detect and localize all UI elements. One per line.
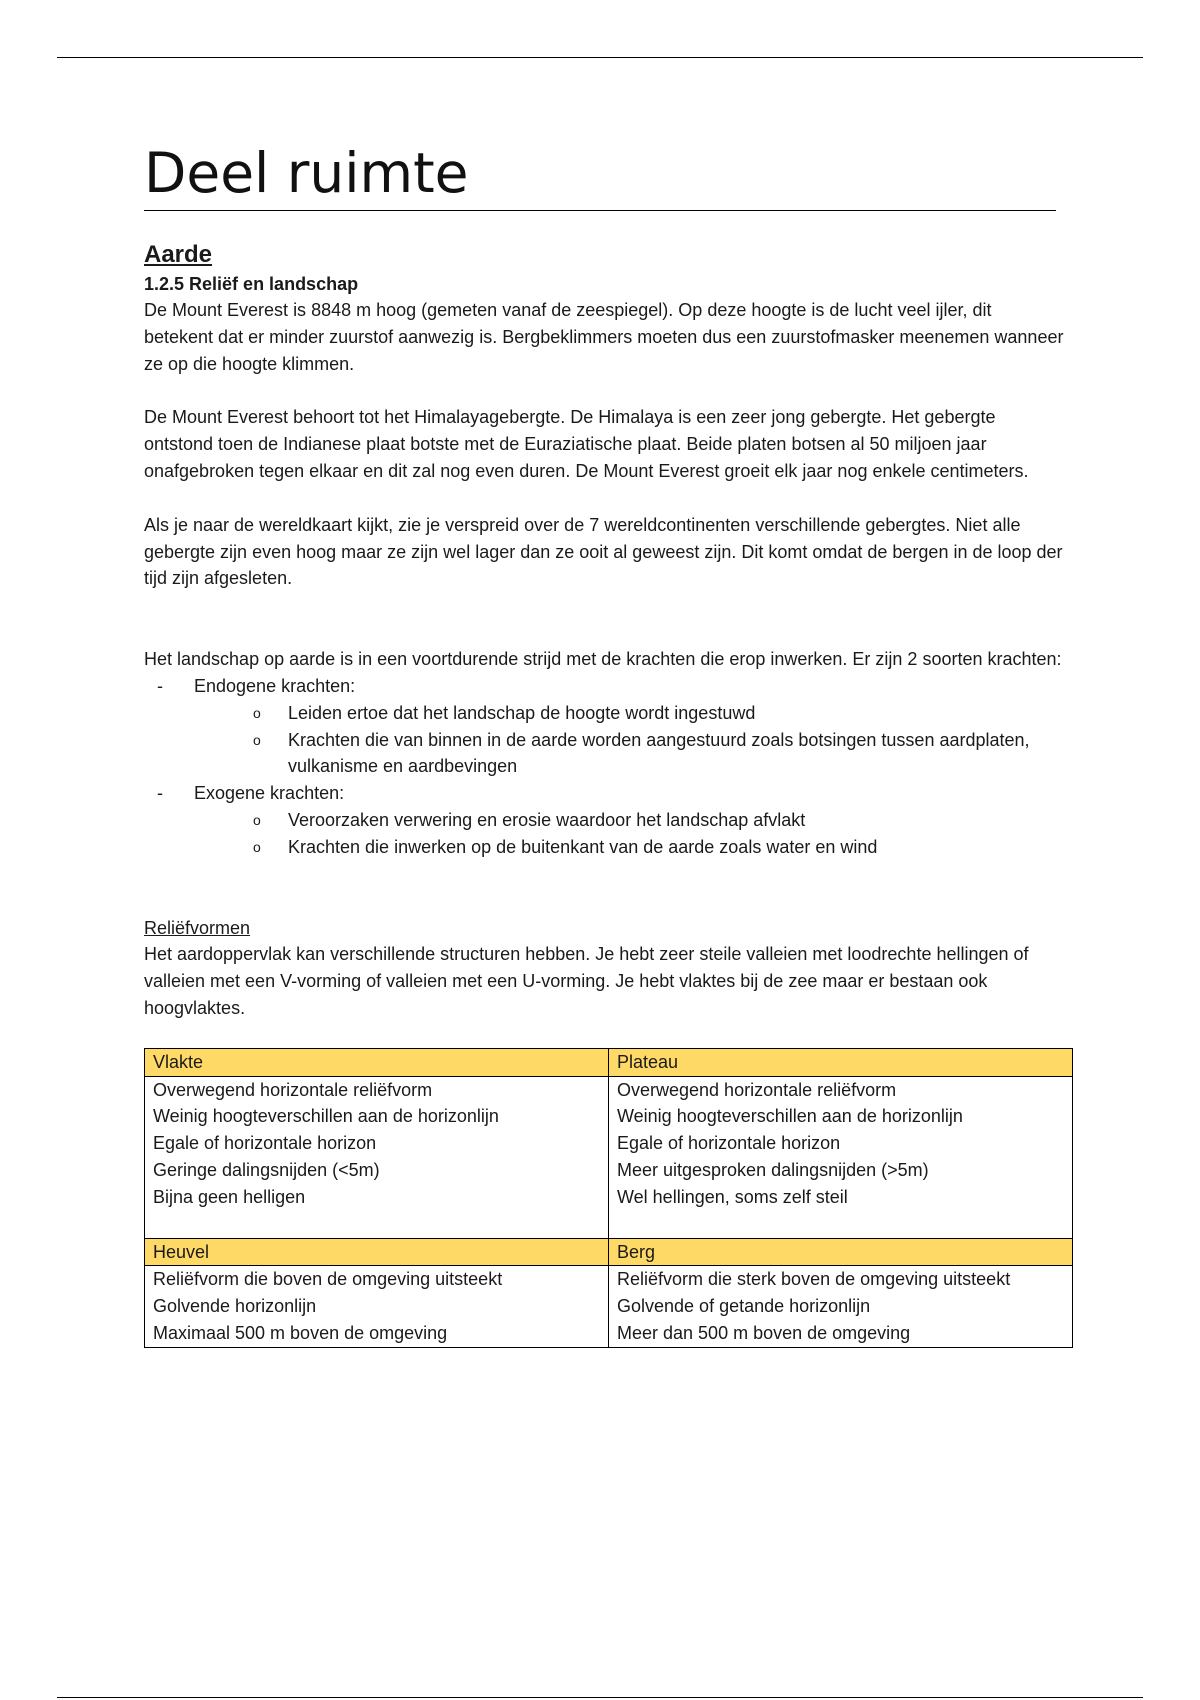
list-item-text: Krachten die van binnen in de aarde worden aangestuurd zoals botsingen tussen aardplaten, vulkanisme en aardbevingen bbox=[288, 729, 1030, 777]
circle-bullet: o bbox=[253, 704, 261, 721]
list-item bbox=[144, 834, 1064, 861]
circle-bullet: o bbox=[253, 731, 261, 748]
exogenous-sublist bbox=[194, 807, 1074, 861]
cell-line: Weinig hoogteverschillen aan de horizonlijn bbox=[153, 1106, 499, 1127]
cell-line: Reliëfvorm die boven de omgeving uitsteekt bbox=[153, 1269, 503, 1290]
cell-line: Overwegend horizontale reliëfvorm bbox=[617, 1079, 897, 1100]
cell-line: Weinig hoogteverschillen aan de horizonlijn bbox=[617, 1106, 963, 1127]
cell-line: Egale of horizontale horizon bbox=[617, 1133, 841, 1154]
table-cell bbox=[609, 1266, 1073, 1347]
cell-line: Golvende horizonlijn bbox=[153, 1296, 317, 1317]
table-header-cell: Vlakte bbox=[145, 1048, 609, 1076]
cell-line: Overwegend horizontale reliëfvorm bbox=[153, 1079, 433, 1100]
section-heading: Aarde bbox=[144, 241, 213, 268]
table-header-cell: Plateau bbox=[609, 1048, 1073, 1076]
paragraph-himalaya: De Mount Everest behoort tot het Himalayagebergte. De Himalaya is een zeer jong gebergte. Het gebergte ontstond toen de Indianese plaat botste met de Euraziatische plaat. Beide platen botsen al 50 miljoen jaar onafgebroken tegen elkaar en dit zal nog even duren. De Mount Everest groeit elk jaar nog enkele centimeters. bbox=[144, 407, 1029, 481]
subsection-heading: 1.2.5 Reliëf en landschap bbox=[144, 274, 359, 294]
table-header-row bbox=[145, 1048, 1073, 1076]
table-cell bbox=[145, 1266, 609, 1347]
list-item-text: Leiden ertoe dat het landschap de hoogte wordt ingestuwd bbox=[288, 702, 756, 723]
page-top-rule bbox=[57, 57, 1143, 58]
list-item bbox=[144, 727, 1064, 781]
list-item-text: Veroorzaken verwering en erosie waardoor het landschap afvlakt bbox=[288, 809, 806, 830]
force-label: Exogene krachten: bbox=[194, 783, 345, 804]
list-item-exogenous bbox=[144, 780, 1074, 860]
table-row bbox=[145, 1266, 1073, 1347]
cell-line: Egale of horizontale horizon bbox=[153, 1133, 377, 1154]
circle-bullet: o bbox=[253, 811, 261, 828]
document-body bbox=[144, 140, 1074, 1348]
list-item bbox=[144, 807, 1064, 834]
cell-line: Golvende of getande horizonlijn bbox=[617, 1296, 871, 1317]
relief-paragraph: Het aardoppervlak kan verschillende structuren hebben. Je hebt zeer steile valleien met loodrechte hellingen of valleien met een V-vorming of valleien met een U-vorming. Je hebt vlaktes bij de zee maar er bestaan ook hoogvlaktes. bbox=[144, 944, 1029, 1018]
list-item bbox=[144, 700, 1064, 727]
cell-line: Wel hellingen, soms zelf steil bbox=[617, 1186, 848, 1207]
cell-line: Bijna geen helligen bbox=[153, 1186, 306, 1207]
forces-list bbox=[144, 673, 1074, 861]
cell-line: Maximaal 500 m boven de omgeving bbox=[153, 1322, 448, 1343]
table-header-row bbox=[145, 1238, 1073, 1266]
paragraph-mountain-ranges: Als je naar de wereldkaart kijkt, zie je verspreid over de 7 wereldcontinenten verschillende gebergtes. Niet alle gebergte zijn even hoog maar ze zijn wel lager dan ze ooit al geweest zijn. Dit komt omdat de bergen in de loop der tijd zijn afgesleten. bbox=[144, 514, 1063, 589]
cell-line: Geringe dalingsnijden (<5m) bbox=[153, 1159, 380, 1180]
relief-heading: Reliëfvormen bbox=[144, 917, 251, 938]
dash-bullet: - bbox=[157, 783, 163, 804]
table-header-cell: Berg bbox=[609, 1238, 1073, 1266]
table-cell bbox=[145, 1076, 609, 1238]
table-header-cell: Heuvel bbox=[145, 1238, 609, 1266]
list-item-endogenous bbox=[144, 673, 1074, 780]
relief-forms-table bbox=[144, 1048, 1073, 1348]
force-label: Endogene krachten: bbox=[194, 675, 356, 696]
paragraph-everest-height: De Mount Everest is 8848 m hoog (gemeten vanaf de zeespiegel). Op deze hoogte is de lucht veel ijler, dit betekent dat er minder zuurstof aanwezig is. Bergbeklimmers moeten dus een zuurstofmasker meenemen wanneer ze op die hoogte klimmen. bbox=[144, 300, 1064, 374]
circle-bullet: o bbox=[253, 838, 261, 855]
dash-bullet: - bbox=[157, 675, 163, 696]
cell-line: Meer dan 500 m boven de omgeving bbox=[617, 1322, 911, 1343]
list-item-text: Krachten die inwerken op de buitenkant van de aarde zoals water en wind bbox=[288, 836, 878, 857]
cell-line: Reliëfvorm die sterk boven de omgeving uitsteekt bbox=[617, 1269, 1011, 1290]
document-title: Deel ruimte bbox=[144, 140, 1056, 211]
table-cell bbox=[609, 1076, 1073, 1238]
endogenous-sublist bbox=[194, 700, 1074, 780]
cell-line: Meer uitgesproken dalingsnijden (>5m) bbox=[617, 1159, 929, 1180]
paragraph-forces-intro: Het landschap op aarde is in een voortdurende strijd met de krachten die erop inwerken. Er zijn 2 soorten krachten: bbox=[144, 649, 1062, 670]
page-bottom-rule bbox=[57, 1697, 1143, 1698]
table-row bbox=[145, 1076, 1073, 1238]
